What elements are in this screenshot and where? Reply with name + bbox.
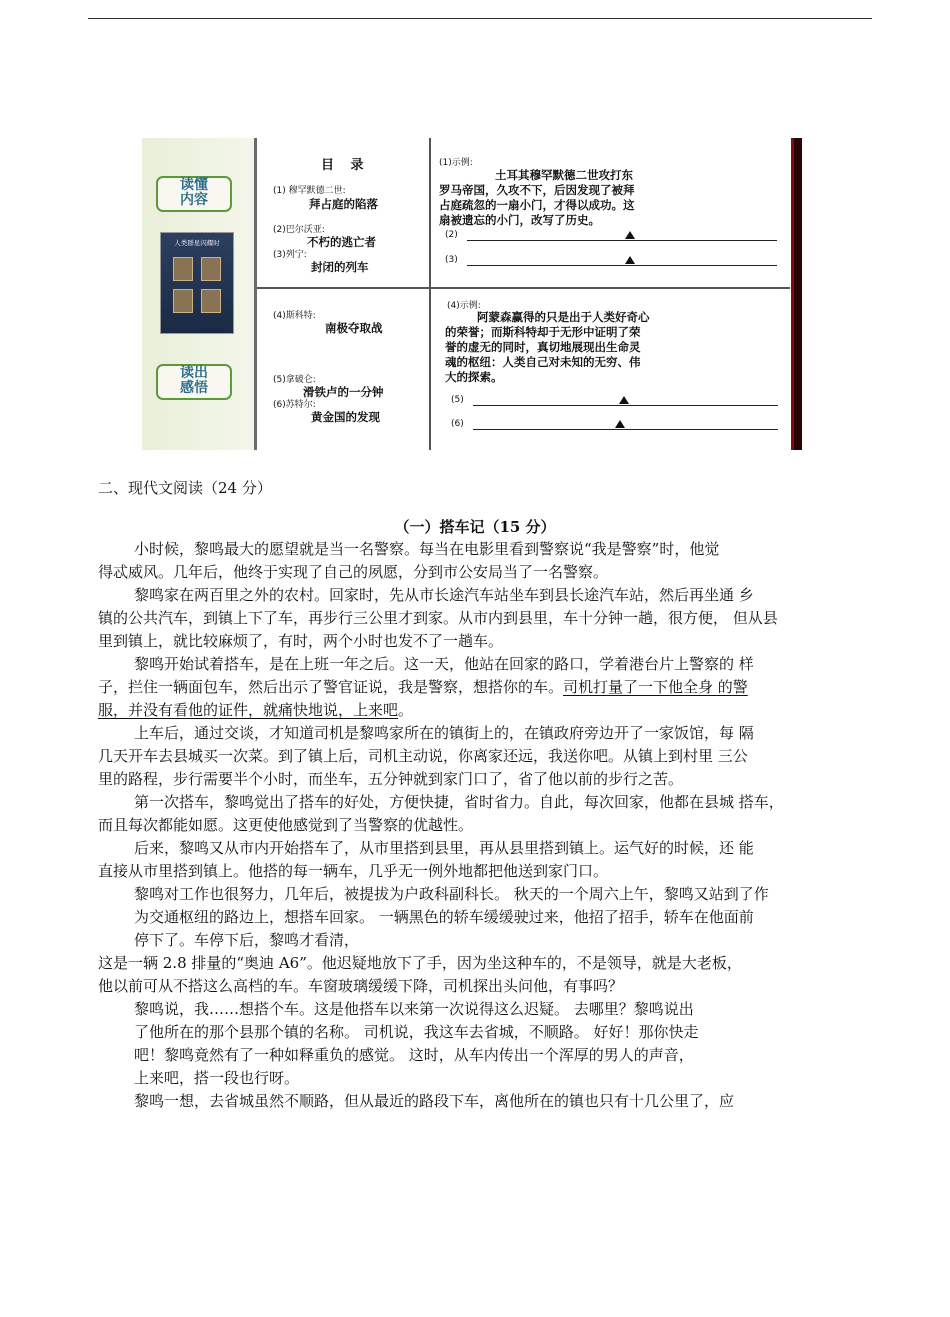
answer-blank-2: (2) — [445, 230, 775, 242]
answer-blank-5: (5) — [451, 395, 781, 407]
badge-read-insight: 读出 感悟 — [156, 364, 232, 400]
toc-item-title: 不朽的逃亡者 — [307, 235, 376, 249]
text-line: 上车后，通过交谈，才知道司机是黎鸣家所在的镇街上的，在镇政府旁边开了一家饭馆，每 隔 — [134, 724, 754, 742]
text-line: 黎鸣对工作也很努力，几年后，被提拔为户政科副科长。 秋天的一个周六上午，黎鸣又站到了作 — [134, 885, 769, 903]
header-rule — [88, 18, 872, 19]
underlined-sentence: 司机打量了一下他全身 的警 — [563, 678, 748, 696]
table-divider — [257, 287, 790, 289]
answer-blank-6: (6) — [451, 419, 781, 431]
text-line: 黎鸣一想，去省城虽然不顺路，但从最近的路段下车，离他所在的镇也只有十几公里了，应 — [134, 1092, 735, 1110]
text-line: 这是一辆 2.8 排量的“奥迪 A6”。他迟疑地放下了手，因为坐这种车的，不是领导，就是大老板， — [98, 954, 742, 972]
portrait — [201, 289, 221, 313]
text-line: 了他所在的那个县那个镇的名称。 司机说，我这车去省城，不顺路。 好好！那你快走 — [134, 1023, 699, 1041]
portrait — [201, 257, 221, 281]
toc-heading: 目 录 — [321, 158, 370, 173]
toc-item-num: (5)拿破仑: — [273, 375, 316, 385]
reading-chart-figure — [142, 138, 802, 450]
text-line: 为交通枢纽的路边上，想搭车回家。 一辆黑色的轿车缓缓驶过来，他招了招手，轿车在他面前 — [134, 908, 754, 926]
toc-item-num: (6)苏特尔: — [273, 400, 316, 410]
text-line: 黎鸣家在两百里之外的农村。回家时，先从市长途汽车站坐车到县长途汽车站，然后再坐通 乡 — [134, 586, 754, 604]
example-1-text: 土耳其穆罕默德二世攻打东 罗马帝国，久攻不下，后因发现了被拜 占庭疏忽的一扇小门，才得以成功。这 扇被遗忘的小门，改写了历史。 — [439, 168, 635, 227]
text-line: 停下了。车停下后，黎鸣才看清， — [134, 931, 360, 949]
book-title: 人类群星闪耀时 — [174, 239, 220, 247]
text-line: 几天开车去县城买一次菜。到了镇上后，司机主动说，你离家还远，我送你吧。从镇上到村里 三公 — [98, 747, 748, 765]
text-line: 黎鸣开始试着搭车，是在上班一年之后。这一天，他站在回家的路口，学着港台片上警察的 样 — [134, 655, 754, 673]
text-line: 得忒威风。几年后，他终于实现了自己的夙愿，分到市公安局当了一名警察。 — [98, 563, 609, 581]
toc-item-title: 南极夺取战 — [325, 321, 383, 335]
toc-item-num: (1) 穆罕默德二世: — [273, 186, 346, 196]
triangle-marker — [619, 396, 629, 404]
text-line: 而且每次都能如愿。这更使他感觉到了当警察的优越性。 — [98, 816, 474, 834]
text-line: 服，并没有看他的证件，就痛快地说，上来吧。 — [98, 701, 414, 719]
text-line: 直接从市里搭到镇上。他搭的每一辆车，几乎无一例外地都把他送到家门口。 — [98, 862, 609, 880]
text-line: 黎鸣说，我……想搭个车。这是他搭车以来第一次说得这么迟疑。 去哪里？黎鸣说出 — [134, 1000, 694, 1018]
text-line: 子，拦住一辆面包车，然后出示了警官证说，我是警察，想搭你的车。司机打量了一下他全身 的警 — [98, 678, 748, 696]
story-title: （一）搭车记（15 分） — [394, 518, 556, 536]
answer-blank-3: (3) — [445, 255, 775, 267]
text-line: 他以前可从不搭这么高档的车。车窗玻璃缓缓下降，司机探出头问他，有事吗？ — [98, 977, 624, 995]
toc-item-num: (2)巴尔沃亚: — [273, 225, 325, 235]
text-line: 里到镇上，就比较麻烦了，有时，两个小时也发不了一趟车。 — [98, 632, 504, 650]
figure-edge-bar — [791, 138, 802, 450]
toc-item-title: 滑铁卢的一分钟 — [303, 385, 384, 399]
toc-item-num: (4)斯科特: — [273, 311, 316, 321]
section-heading: 二、现代文阅读（24 分） — [98, 479, 272, 497]
toc-item-title: 封闭的列车 — [311, 260, 369, 274]
example-4-text: 阿蒙森赢得的只是出于人类好奇心 的荣誉；而斯科特却于无形中证明了荣 誉的虚无的同时，真切地展现出生命灵 魂的枢纽：人类自己对未知的无穷、伟 大的探索。 — [445, 310, 650, 384]
triangle-marker — [625, 256, 635, 264]
portrait — [173, 289, 193, 313]
text-line: 第一次搭车，黎鸣觉出了搭车的好处，方便快捷，省时省力。自此，每次回家，他都在县城 搭车， — [134, 793, 784, 811]
text-line: 后来，黎鸣又从市内开始搭车了，从市里搭到县里，再从县里搭到镇上。运气好的时候，还 能 — [134, 839, 754, 857]
text-line: 镇的公共汽车，到镇上下了车，再步行三公里才到家。从市内到县里，车十分钟一趟，很方便， 但从县 — [98, 609, 778, 627]
toc-item-title: 拜占庭的陷落 — [309, 197, 378, 211]
toc-item-num: (3)列宁: — [273, 250, 307, 260]
portrait — [173, 257, 193, 281]
text-line: 吧！黎鸣竟然有了一种如释重负的感觉。 这时，从车内传出一个浑厚的男人的声音， — [134, 1046, 694, 1064]
underlined-sentence: 服，并没有看他的证件，就痛快地说，上来吧 — [98, 701, 399, 719]
figure-left-panel — [142, 138, 257, 450]
example-answers-panel — [431, 138, 790, 450]
example-4-label: (4)示例: — [447, 301, 481, 311]
triangle-marker — [625, 231, 635, 239]
example-1-label: (1)示例: — [439, 158, 473, 168]
table-of-contents — [257, 138, 431, 450]
book-cover-image — [160, 232, 234, 334]
text-line: 小时候，黎鸣最大的愿望就是当一名警察。每当在电影里看到警察说“我是警察”时，他觉 — [134, 540, 720, 558]
text-line: 里的路程，步行需要半个小时，而坐车，五分钟就到家门口了，省了他以前的步行之苦。 — [98, 770, 684, 788]
badge-read-content: 读懂 内容 — [156, 176, 232, 212]
triangle-marker — [615, 420, 625, 428]
toc-item-title: 黄金国的发现 — [311, 410, 380, 424]
text-line: 上来吧，搭一段也行呀。 — [134, 1069, 300, 1087]
